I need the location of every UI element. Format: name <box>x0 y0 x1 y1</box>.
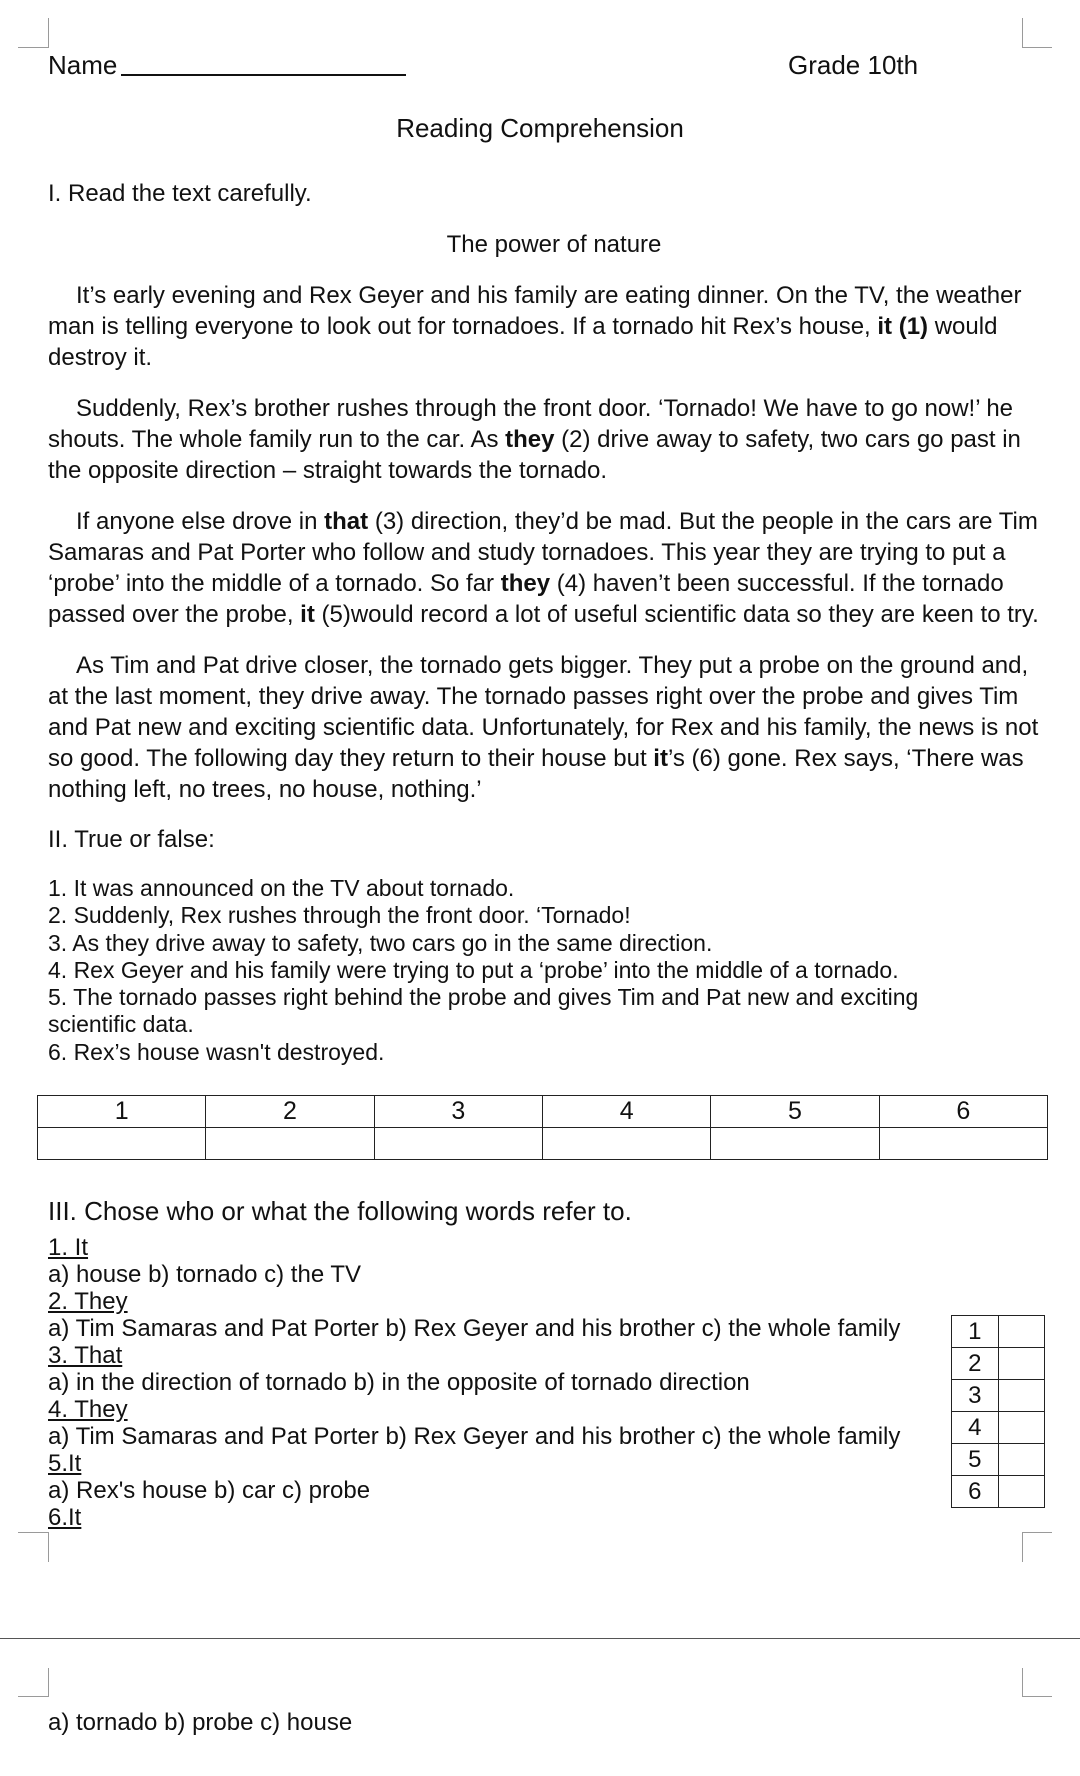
question-options: a) house b) tornado c) the TV <box>48 1261 362 1288</box>
table-row <box>952 1412 1045 1444</box>
answer-cell[interactable] <box>998 1444 1045 1476</box>
table-header-cell: 5 <box>711 1096 879 1128</box>
crop-mark <box>48 1532 49 1562</box>
question-label: 3. That <box>48 1342 123 1369</box>
crop-mark <box>1022 1668 1023 1697</box>
crop-mark <box>48 18 49 48</box>
question-label: 6.It <box>48 1504 82 1531</box>
question-options: a) Tim Samaras and Pat Porter b) Rex Geyer and his brother c) the whole family <box>48 1423 901 1450</box>
table-header-cell: 2 <box>206 1096 374 1128</box>
statement: scientific data. <box>48 1011 194 1038</box>
question-label: 2. They <box>48 1288 128 1315</box>
name-blank-line[interactable] <box>121 74 406 76</box>
answer-cell[interactable] <box>879 1128 1047 1160</box>
reference-answer-table <box>951 1315 1045 1508</box>
answer-cell[interactable] <box>374 1128 542 1160</box>
page-break-line <box>0 1638 1080 1639</box>
question-options: a) Tim Samaras and Pat Porter b) Rex Geyer and his brother c) the whole family <box>48 1315 901 1342</box>
true-false-list <box>48 875 918 1066</box>
number-cell: 1 <box>952 1316 999 1348</box>
table-row <box>952 1476 1045 1508</box>
table-row <box>952 1444 1045 1476</box>
number-cell: 3 <box>952 1380 999 1412</box>
answer-cell[interactable] <box>998 1316 1045 1348</box>
section-2-heading: II. True or false: <box>48 826 215 853</box>
crop-mark <box>18 47 48 48</box>
table-row <box>952 1316 1045 1348</box>
answer-cell[interactable] <box>711 1128 879 1160</box>
statement: 6. Rex’s house wasn't destroyed. <box>48 1038 385 1065</box>
answer-cell[interactable] <box>998 1412 1045 1444</box>
crop-mark <box>48 1668 49 1697</box>
name-label: Name <box>48 50 118 80</box>
statement: 3. As they drive away to safety, two cars go in the same direction. <box>48 929 713 956</box>
answer-cell[interactable] <box>998 1380 1045 1412</box>
table-row <box>952 1380 1045 1412</box>
crop-mark <box>1022 1696 1052 1697</box>
section-1-heading: I. Read the text carefully. <box>48 180 312 207</box>
table-header-cell: 1 <box>38 1096 206 1128</box>
table-header-cell: 4 <box>542 1096 710 1128</box>
table-row[interactable] <box>38 1128 1048 1160</box>
paragraph-3: If anyone else drove in that (3) direction, they’d be mad. But the people in the cars are Tim Samaras and Pat Porter who follow and study tornadoes. This year they are trying to put a ‘probe’ into the middle of a tornado. So far they (4) haven’t been successful. If the tornado passed over the probe, it (5)would record a lot of useful scientific data so they are keen to try. <box>48 508 1039 628</box>
table-header-cell: 6 <box>879 1096 1047 1128</box>
question-label: 1. It <box>48 1234 89 1261</box>
paragraph-2: Suddenly, Rex’s brother rushes through the front door. ‘Tornado! We have to go now!’ he shouts. The whole family run to the car. As they (2) drive away to safety, two cars go past in the opposite direction – straight towards the tornado. <box>48 395 1021 484</box>
question-label: 4. They <box>48 1396 128 1423</box>
crop-mark <box>1022 1532 1023 1562</box>
crop-mark <box>1022 47 1052 48</box>
number-cell: 5 <box>952 1444 999 1476</box>
table-row <box>38 1096 1048 1128</box>
statement: 1. It was announced on the TV about tornado. <box>48 875 515 901</box>
question-options: a) in the direction of tornado b) in the opposite of tornado direction <box>48 1369 750 1396</box>
table-row <box>952 1348 1045 1380</box>
question-label: 5.It <box>48 1450 82 1477</box>
page-title: Reading Comprehension <box>396 113 684 143</box>
paragraph-1: It’s early evening and Rex Geyer and his family are eating dinner. On the TV, the weather man is telling everyone to look out for tornadoes. If a tornado hit Rex’s house, it (1) would destroy it. <box>48 282 1022 371</box>
answer-cell[interactable] <box>206 1128 374 1160</box>
number-cell: 4 <box>952 1412 999 1444</box>
true-false-answer-table <box>37 1095 1048 1160</box>
table-header-cell: 3 <box>374 1096 542 1128</box>
question-options: a) tornado b) probe c) house <box>48 1709 353 1736</box>
answer-cell[interactable] <box>542 1128 710 1160</box>
answer-cell[interactable] <box>998 1348 1045 1380</box>
answer-cell[interactable] <box>38 1128 206 1160</box>
crop-mark <box>1022 18 1023 48</box>
crop-mark <box>18 1696 48 1697</box>
paragraph-4: As Tim and Pat drive closer, the tornado gets bigger. They put a probe on the ground and, at the last moment, they drive away. The tornado passes right over the probe and gives Tim and Pat new and exciting scientific data. Unfortunately, for Rex and his family, the news is not so good. The following day they return to their house but it’s (6) gone. Rex says, ‘There was nothing left, no trees, no house, nothing.’ <box>48 652 1039 803</box>
grade-label: Grade 10th <box>788 50 919 80</box>
crop-mark <box>18 1532 48 1533</box>
section-3-heading: III. Chose who or what the following words refer to. <box>48 1196 632 1226</box>
question-options: a) Rex's house b) car c) probe <box>48 1477 371 1504</box>
number-cell: 2 <box>952 1348 999 1380</box>
statement: 4. Rex Geyer and his family were trying to put a ‘probe’ into the middle of a tornado. <box>48 956 899 983</box>
statement: 5. The tornado passes right behind the probe and gives Tim and Pat new and exciting <box>48 984 919 1011</box>
reference-questions <box>48 1234 900 1531</box>
crop-mark <box>1022 1532 1052 1533</box>
statement: 2. Suddenly, Rex rushes through the front door. ‘Tornado! <box>48 902 631 929</box>
number-cell: 6 <box>952 1476 999 1508</box>
answer-cell[interactable] <box>998 1476 1045 1508</box>
story-title: The power of nature <box>446 231 662 258</box>
